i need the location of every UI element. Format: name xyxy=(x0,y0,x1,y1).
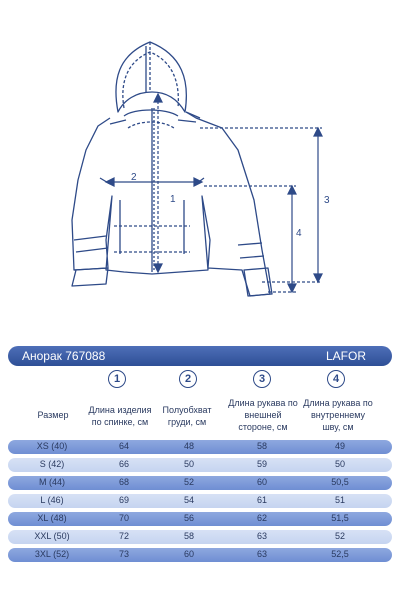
cell-chest: 60 xyxy=(183,549,194,559)
table-row xyxy=(8,476,392,490)
header-sleeve-inner-line3: шву, см xyxy=(322,422,354,432)
measure-label-3: 3 xyxy=(324,195,330,206)
cell-sleeve-inner: 51,5 xyxy=(331,513,349,523)
header-sleeve-inner xyxy=(298,397,378,433)
cell-size: XXL (50) xyxy=(34,531,70,541)
header-length-line2: по спинке, см xyxy=(91,417,149,427)
measure-label-4: 4 xyxy=(296,228,302,239)
cell-length: 69 xyxy=(118,495,129,505)
cell-chest: 54 xyxy=(183,495,194,505)
cell-sleeve-outer: 63 xyxy=(256,531,267,541)
table-row xyxy=(8,548,392,562)
cell-length: 64 xyxy=(118,441,129,451)
cell-chest: 52 xyxy=(183,477,194,487)
cell-sleeve-outer: 61 xyxy=(256,495,267,505)
cell-chest: 48 xyxy=(183,441,194,451)
cell-length: 72 xyxy=(118,531,129,541)
cell-sleeve-outer: 58 xyxy=(256,441,267,451)
cell-size: S (42) xyxy=(39,459,65,469)
cell-sleeve-outer: 60 xyxy=(256,477,267,487)
cell-size: 3XL (52) xyxy=(34,549,70,559)
header-chest xyxy=(152,404,222,428)
cell-length: 66 xyxy=(118,459,129,469)
table-row xyxy=(8,494,392,508)
table-row xyxy=(8,458,392,472)
cell-size: M (44) xyxy=(38,477,65,487)
cell-length: 70 xyxy=(118,513,129,523)
cell-chest: 58 xyxy=(183,531,194,541)
header-size: Размер xyxy=(37,410,69,420)
header-sleeve-inner-line2: внутреннему xyxy=(310,410,366,420)
cell-sleeve-inner: 50 xyxy=(334,459,345,469)
header-length xyxy=(80,404,160,428)
cell-size: XL (48) xyxy=(37,513,67,523)
measure-label-1: 1 xyxy=(170,194,176,205)
cell-sleeve-inner: 50,5 xyxy=(331,477,349,487)
header-length-line1: Длина изделия xyxy=(88,405,152,415)
header-chest-line2: груди, см xyxy=(167,417,207,427)
column-number-3: 3 xyxy=(253,370,271,388)
table-row xyxy=(8,512,392,526)
hood-outline xyxy=(116,42,186,112)
title-bar xyxy=(8,346,392,366)
cell-size: XS (40) xyxy=(36,441,68,451)
table-row xyxy=(8,440,392,454)
header-chest-line1: Полуобхват xyxy=(162,405,212,415)
cell-sleeve-inner: 52 xyxy=(334,531,345,541)
header-sleeve-inner-line1: Длина рукава по xyxy=(303,398,373,408)
cell-chest: 50 xyxy=(183,459,194,469)
cell-chest: 56 xyxy=(183,513,194,523)
cell-sleeve-inner: 52,5 xyxy=(331,549,349,559)
brand-name: LAFOR xyxy=(325,349,366,363)
header-sleeve-outer-line2: внешней xyxy=(244,410,282,420)
cell-size: L (46) xyxy=(40,495,64,505)
header-sleeve-outer-line3: стороне, см xyxy=(238,422,288,432)
column-number-1: 1 xyxy=(108,370,126,388)
cell-sleeve-outer: 63 xyxy=(256,549,267,559)
table-row xyxy=(8,530,392,544)
cell-sleeve-outer: 62 xyxy=(256,513,267,523)
cell-length: 73 xyxy=(118,549,129,559)
measure-label-2: 2 xyxy=(131,172,137,183)
cell-sleeve-inner: 49 xyxy=(334,441,345,451)
column-number-2: 2 xyxy=(179,370,197,388)
cell-length: 68 xyxy=(118,477,129,487)
column-number-4: 4 xyxy=(327,370,345,388)
cell-sleeve-outer: 59 xyxy=(256,459,267,469)
header-sleeve-outer-line1: Длина рукава по xyxy=(228,398,298,408)
cell-sleeve-inner: 51 xyxy=(334,495,345,505)
product-title: Анорак 767088 xyxy=(22,349,106,363)
header-sleeve-outer xyxy=(224,397,302,433)
